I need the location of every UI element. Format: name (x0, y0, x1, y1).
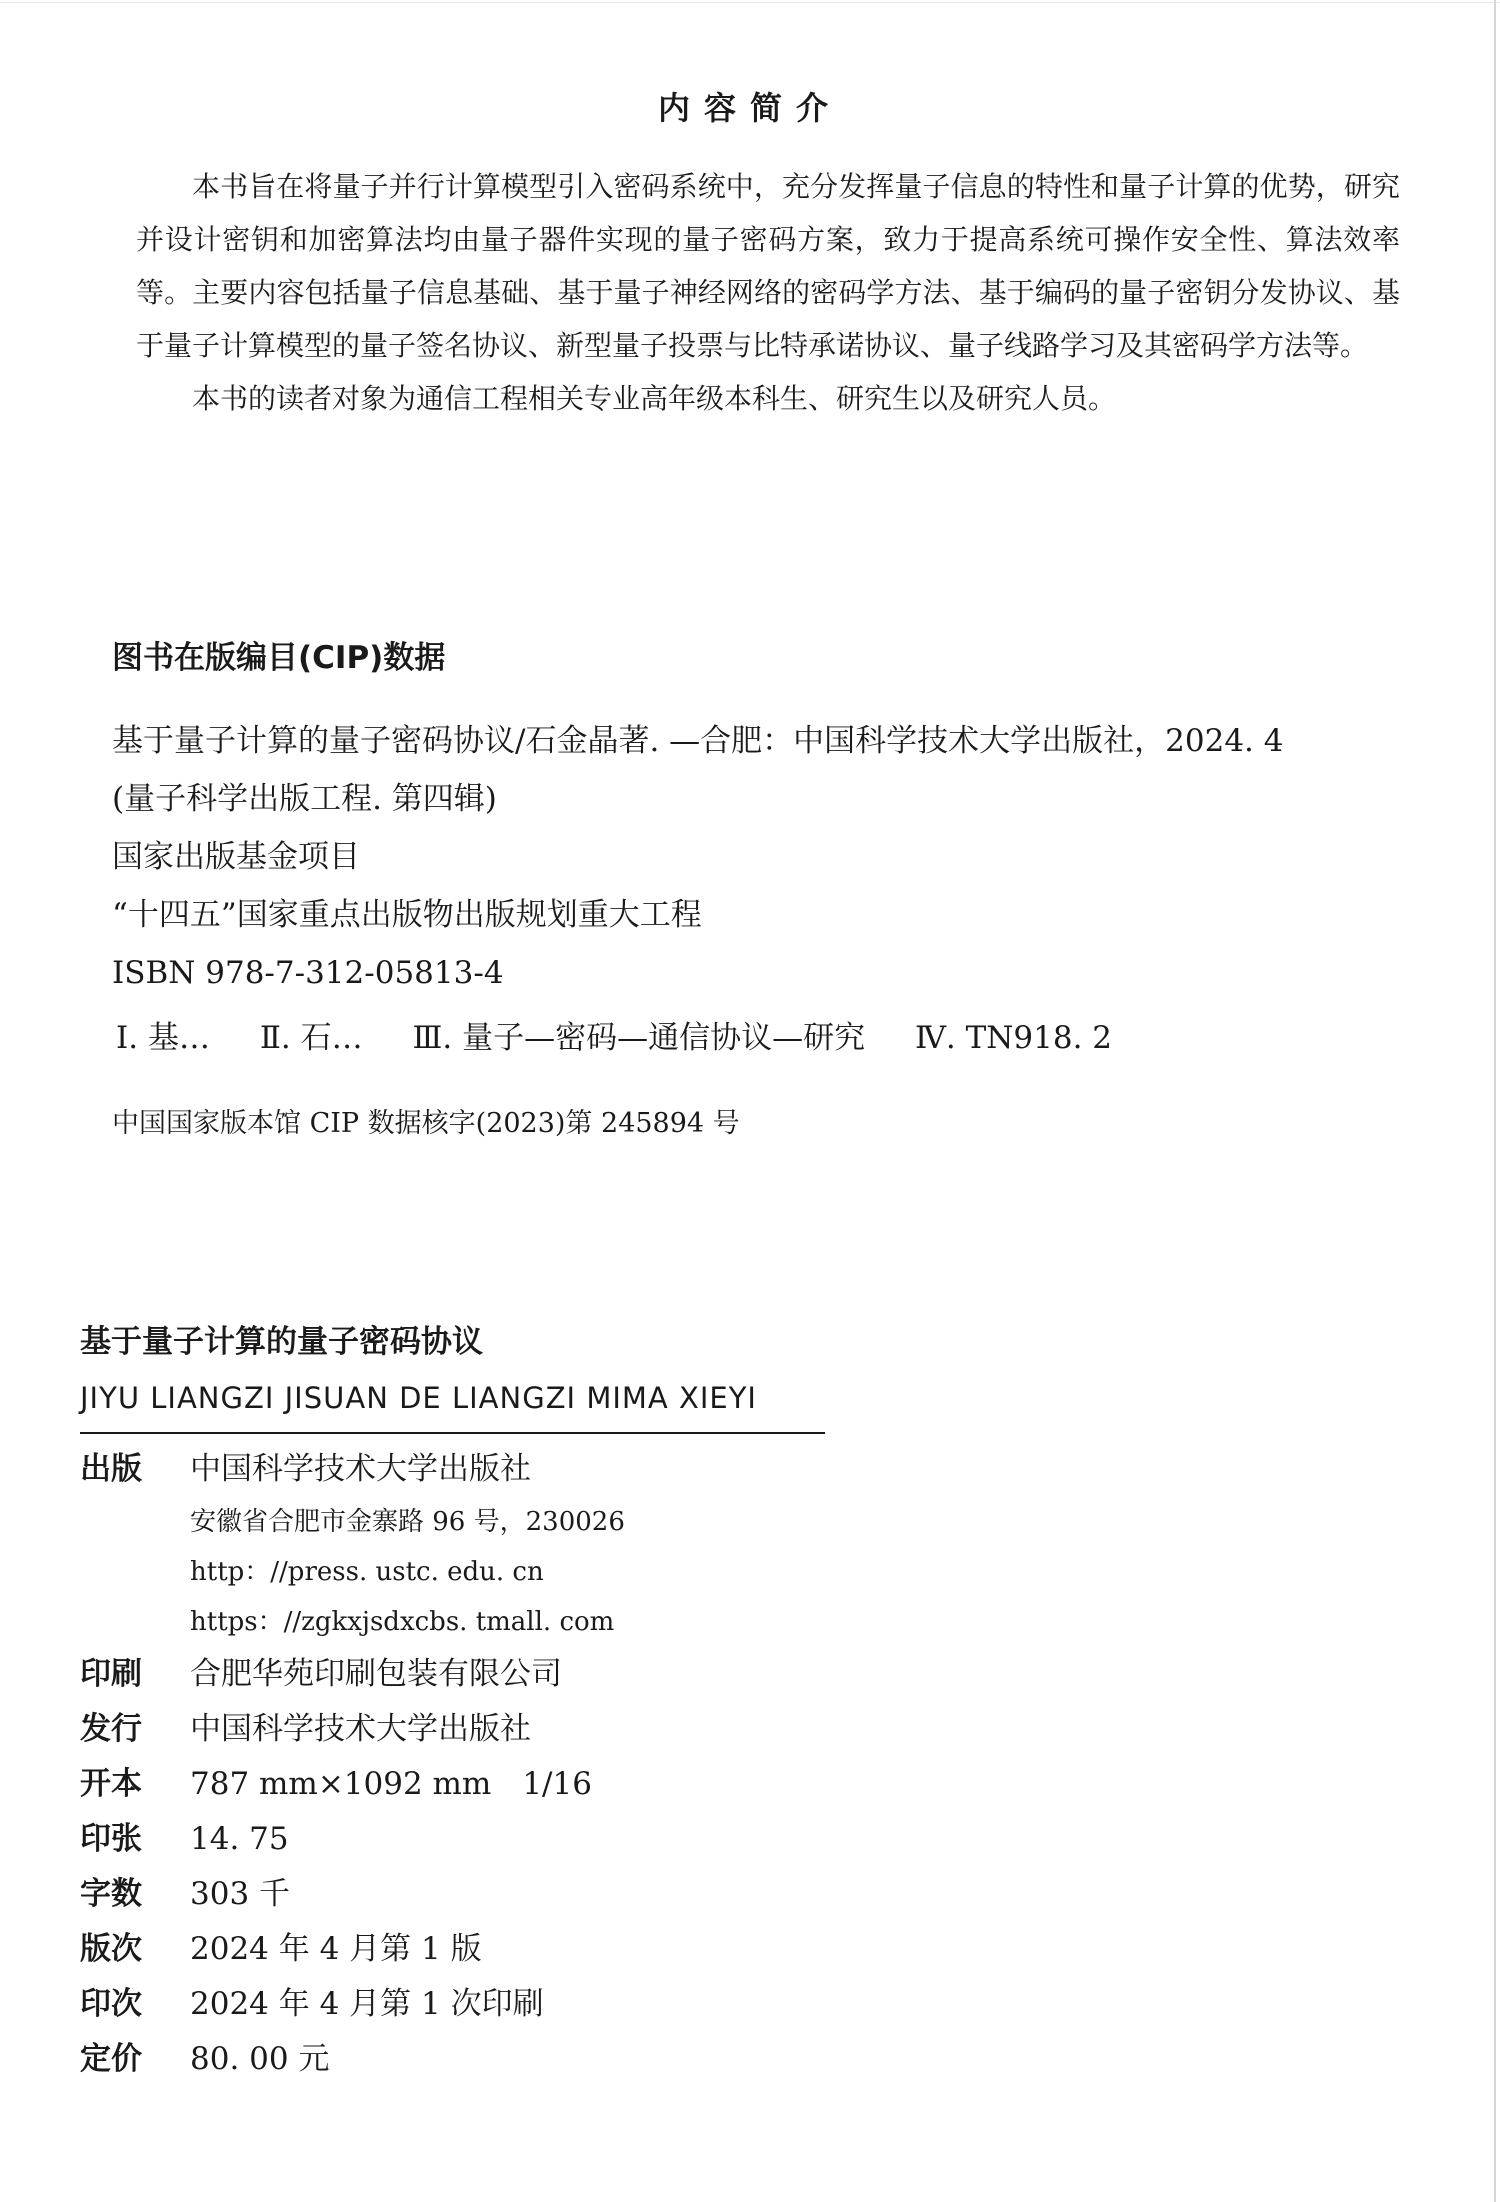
detail-value: 2024 年 4 月第 1 版 (190, 1931, 482, 1967)
summary-title: 内容简介 (657, 89, 842, 127)
detail-row (80, 1922, 625, 1977)
detail-values (190, 1977, 544, 2032)
detail-value-secondary: http：//press. ustc. edu. cn (190, 1557, 544, 1587)
book-title-pinyin: JIYU LIANGZI JISUAN DE LIANGZI MIMA XIEYI (80, 1381, 757, 1415)
detail-value-secondary: 安徽省合肥市金寨路 96 号，230026 (190, 1507, 625, 1537)
detail-value: 303 千 (190, 1876, 291, 1912)
detail-value: 787 mm×1092 mm 1/16 (190, 1766, 592, 1802)
cip-heading: 图书在版编目(CIP)数据 (112, 640, 446, 676)
cip-line: 基于量子计算的量子密码协议/石金晶著. —合肥：中国科学技术大学出版社，2024. 4 (112, 723, 1284, 759)
detail-row (80, 1867, 625, 1922)
detail-values (190, 1922, 482, 1977)
detail-row (80, 1812, 625, 1867)
detail-label: 印刷 (80, 1656, 142, 1692)
publication-details (80, 1442, 625, 2087)
detail-values (190, 1812, 289, 1867)
cip-isbn: ISBN 978-7-312-05813-4 (112, 955, 504, 991)
title-divider (80, 1432, 825, 1434)
summary-paragraph: 本书的读者对象为通信工程相关专业高年级本科生、研究生以及研究人员。 (192, 382, 1117, 415)
detail-row (80, 1647, 625, 1702)
detail-label: 字数 (80, 1876, 142, 1912)
detail-values (190, 2032, 329, 2087)
detail-label: 开本 (80, 1766, 142, 1802)
cip-classification (116, 1014, 1112, 1062)
detail-values (190, 1757, 592, 1812)
cip-line: (量子科学出版工程. 第四辑) (112, 781, 497, 817)
detail-row (80, 1702, 625, 1757)
summary-paragraph: 本书旨在将量子并行计算模型引入密码系统中，充分发挥量子信息的特性和量子计算的优势，研究并设计密钥和加密算法均由量子器件实现的量子密码方案，致力于提高系统可操作安全性、算法效率等。主要内容包括量子信息基础、基于量子神经网络的密码学方法、基于编码的量子密钥分发协议、基于量子计算模型的量子签名协议、新型量子投票与比特承诺协议、量子线路学习及其密码学方法等。 (136, 170, 1400, 362)
detail-label: 版次 (80, 1931, 142, 1967)
summary-body (136, 160, 1400, 425)
detail-row (80, 1442, 625, 1647)
book-title: 基于量子计算的量子密码协议 (80, 1324, 483, 1360)
detail-value: 合肥华苑印刷包装有限公司 (190, 1656, 562, 1692)
detail-value: 80. 00 元 (190, 2041, 330, 2077)
cip-approval-number: 中国国家版本馆 CIP 数据核字(2023)第 245894 号 (112, 1108, 740, 1139)
detail-row (80, 1757, 625, 1812)
detail-value: 中国科学技术大学出版社 (190, 1711, 531, 1747)
detail-value: 14. 75 (190, 1821, 289, 1857)
detail-label: 印次 (80, 1986, 142, 2022)
cip-class-item: Ⅳ. TN918. 2 (914, 1020, 1113, 1056)
detail-value: 中国科学技术大学出版社 (190, 1451, 531, 1487)
detail-label: 发行 (80, 1711, 142, 1747)
detail-values (190, 1702, 531, 1757)
detail-value: 2024 年 4 月第 1 次印刷 (190, 1986, 544, 2022)
detail-label: 印张 (80, 1821, 142, 1857)
cip-line: 国家出版基金项目 (112, 839, 360, 875)
page-top-edge (0, 2, 1500, 3)
detail-row (80, 1977, 625, 2032)
detail-label: 定价 (80, 2041, 142, 2077)
detail-value-secondary: https：//zgkxjsdxcbs. tmall. com (190, 1607, 615, 1637)
detail-row (80, 2032, 625, 2087)
cip-class-item: Ⅱ. 石… (259, 1020, 363, 1056)
detail-values (190, 1647, 562, 1702)
detail-values (190, 1442, 625, 1647)
cip-class-item: Ⅲ. 量子—密码—通信协议—研究 (412, 1020, 866, 1056)
detail-label: 出版 (80, 1451, 142, 1487)
cip-line: “十四五”国家重点出版物出版规划重大工程 (112, 897, 702, 933)
cip-class-item: Ⅰ. 基… (116, 1020, 210, 1056)
cip-record (112, 712, 1442, 1002)
page-right-edge (1494, 0, 1496, 2202)
detail-values (190, 1867, 290, 1922)
